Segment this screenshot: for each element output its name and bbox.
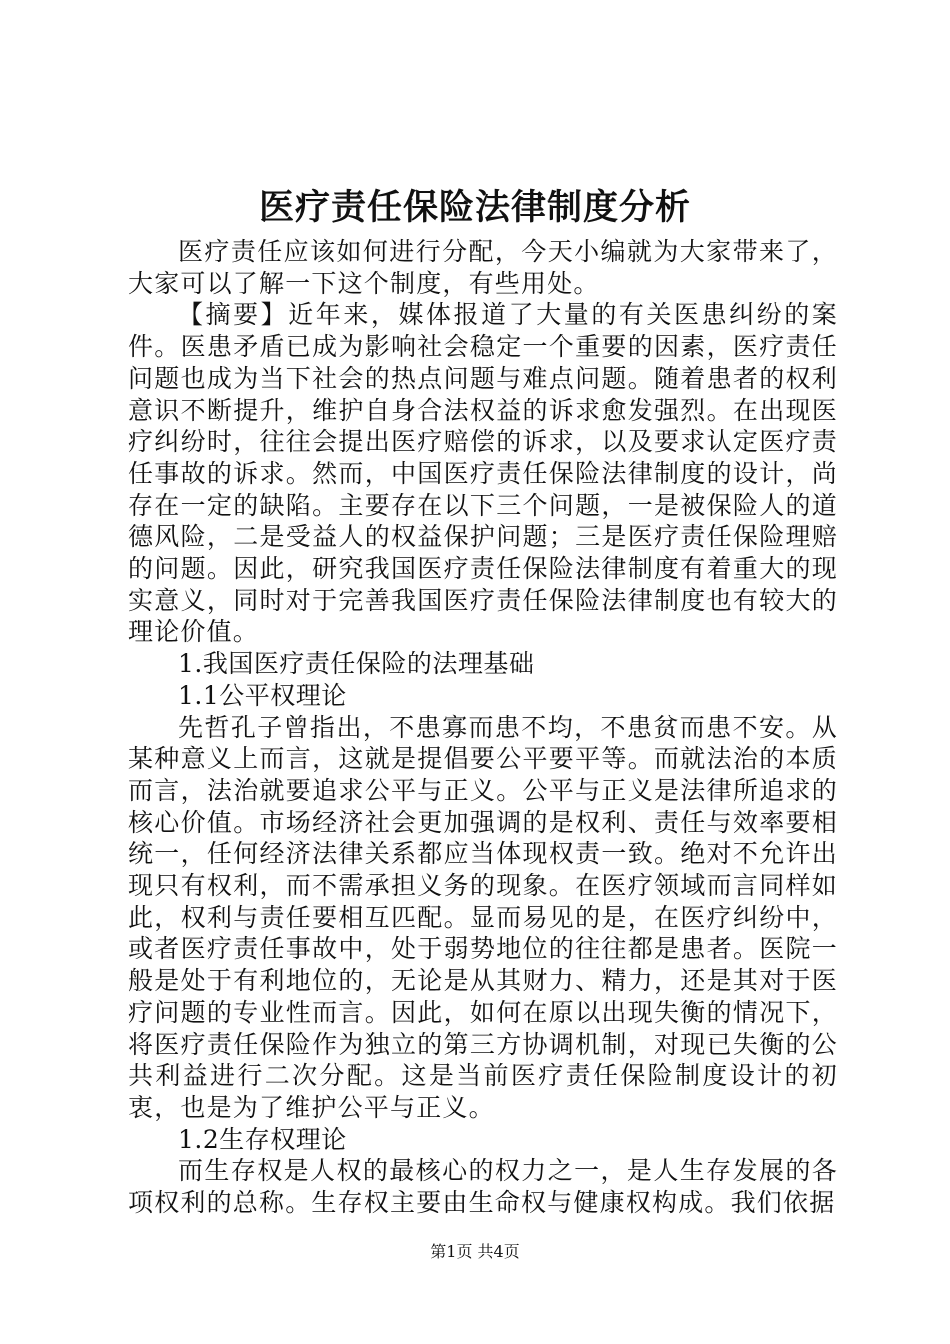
survival-right-paragraph: 而生存权是人权的最核心的权力之一，是人生存发展的各项权利的总称。生存权主要由生命权与健康权构成。我们依据 [128, 1156, 838, 1218]
document-title: 医疗责任保险法律制度分析 [258, 187, 691, 228]
section-heading-1: 1.我国医疗责任保险的法理基础 [178, 649, 535, 679]
subsection-heading-1-1: 1.1公平权理论 [178, 680, 347, 710]
subsection-heading-1-2: 1.2生存权理论 [178, 1124, 347, 1154]
page-footer: 第1页 共4页 [430, 1242, 520, 1261]
fairness-theory-paragraph: 先哲孔子曾指出，不患寡而患不均，不患贫而患不安。从某种意义上而言，这就是提倡要公平要平等。而就法治的本质而言，法治就要追求公平与正义。公平与正义是法律所追求的核心价值。市场经济社会更加强调的是权利、责任与效率要相统一，任何经济法律关系都应当体现权责一致。绝对不允许出现只有权利，而不需承担义务的现象。在医疗领域而言同样如此，权利与责任要相互匹配。显而易见的是，在医疗纠纷中，或者医疗责任事故中，处于弱势地位的往往都是患者。医院一般是处于有利地位的，无论是从其财力、精力，还是其对于医疗问题的专业性而言。因此，如何在原以出现失衡的情况下，将医疗责任保险作为独立的第三方协调机制，对现已失衡的公共利益进行二次分配。这是当前医疗责任保险制度设计的初衷，也是为了维护公平与正义。 [128, 712, 838, 1122]
abstract-paragraph: 【摘要】近年来，媒体报道了大量的有关医患纠纷的案件。医患矛盾已成为影响社会稳定一个重要的因素，医疗责任问题也成为当下社会的热点问题与难点问题。随着患者的权利意识不断提升，维护自身合法权益的诉求愈发强烈。在出现医疗纠纷时，往往会提出医疗赔偿的诉求，以及要求认定医疗责任事故的诉求。然而，中国医疗责任保险法律制度的设计，尚存在一定的缺陷。主要存在以下三个问题，一是被保险人的道德风险，二是受益人的权益保护问题；三是医疗责任保险理赔的问题。因此，研究我国医疗责任保险法律制度有着重大的现实意义，同时对于完善我国医疗责任保险法律制度也有较大的理论价值。 [128, 300, 838, 647]
document-body [128, 236, 838, 1219]
intro-paragraph: 医疗责任应该如何进行分配，今天小编就为大家带来了，大家可以了解一下这个制度，有些用处。 [128, 237, 838, 298]
